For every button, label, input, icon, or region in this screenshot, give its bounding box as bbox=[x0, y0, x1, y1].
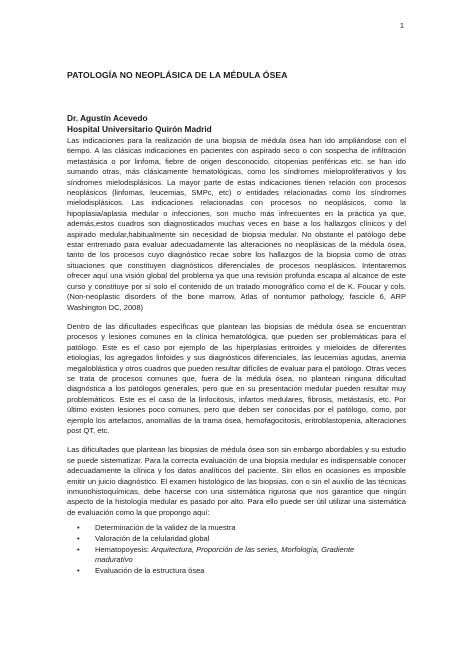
list-item bbox=[67, 534, 406, 544]
evaluation-list bbox=[67, 523, 406, 577]
document-title: PATOLOGÍA NO NEOPLÁSICA DE LA MÉDULA ÓSEA bbox=[67, 70, 288, 80]
list-item-text: Evaluación de la estructura ósea bbox=[95, 566, 205, 576]
list-item bbox=[67, 523, 406, 533]
bullet-icon: • bbox=[77, 566, 80, 576]
paragraph-2: Dentro de las dificultades específicas que plantean las biopsias de médula ósea se encuentran procesos y lesiones comunes en la clínica hematológica, que pueden ser problemáticas para el patólogo. Este es el caso por ejemplo de las hiperplasias eritroides y mieloides de diferentes etiologías, los agregados linfoides y sus diagnósticos diferenciales, las leucemias agudas, anemia megaloblástica y otros cuadros que pueden resultar difíciles de evaluar para el patólogo. Otras veces se trata de procesos comunes que, fuera de la médula ósea, no plantean ninguna dificultad diagnóstica a los patólogos generales, pero que en su presentación medular pueden resultar muy problemáticos. Este es el caso de la linfocitosis, infartos medulares, fibrosis, metástasis, etc. Por último existen lesiones poco comunes, pero que deben ser conocidas por el patólogo, como, por ejemplo los artefactos, anomalías de la trama ósea, hemofagocitosis, eritroblastopenia, alteraciones post QT, etc. bbox=[67, 321, 406, 435]
document-body bbox=[67, 136, 406, 577]
author-block bbox=[67, 113, 212, 134]
page-number: 1 bbox=[399, 21, 404, 30]
list-item bbox=[67, 566, 406, 576]
bullet-icon: • bbox=[77, 523, 80, 533]
paragraph-3: Las dificultades que plantean las biopsias de médula ósea son sin embargo abordables y su estudio se puede sistematizar. Para la correcta evaluación de una biopsia medular es indispensable conocer adecuadamente la clínica y los datos analíticos del paciente. Sin ellos en ocasiones es imposible emitir un juicio diagnóstico. El examen histológico de las biopsias, con o sin el auxilio de las técnicas inmunohistoquímicas, debe hacerse con una sistemática rigurosa que nos garantice que ningún aspecto de la histología medular es pasado por alto. Para ello puede ser útil utilizar una sistemática de evaluación como la que propongo aquí: bbox=[67, 445, 406, 517]
list-item-text: Valoración de la celularidad global bbox=[95, 534, 210, 544]
paragraph-1: Las indicaciones para la realización de una biopsia de médula ósea han ido ampliándose con el tiempo. A las clásicas indicaciones en pacientes con aspirado seco o con sospecha de infiltración metastásica o por linfoma, fiebre de origen desconocido, citopenias periféricas etc. se han ido sumando otras, más clásicamente hematológicas, como los síndromes mieloproliferativos y los síndromes mielodisplásicos. La mayor parte de estas indicaciones tienen relación con procesos neoplásicos (linfomas, leucemias, SMPc, etc) o entidades relacionadas como los síndromes mielodisplásicos. Las indicaciones relacionadas con procesos no neoplásicos, como la hipoplasia/aplasia medular o infecciones, son mucho más infrecuentes en la práctica ya que, además,estos cuadros son diagnosticados muchas veces en base a los hallazgos clínicos y del aspirado medular,habitualmente sin necesidad de biopsia medular. No obstante el patólogo debe estar entrenado para evaluar adecuadamente las alteraciones no neoplásicas de la médula ósea, tanto de los procesos cuyo diagnóstico recae sobre los hallazgos de la biopsia como de otras situaciones que constituyen diagnósticos diferenciales de procesos neoplásicos. Intentaremos ofrecer aquí una visión global del problema ya que una revisión profunda escapa al alcance de este curso y constituye por sí solo el contenido de un tratado monográfico como el de K. Foucar y cols. (Non-neoplastic disorders of the bone marrow, Atlas of nontumor pathology, fascicle 6, ARP Washington DC, 2008) bbox=[67, 136, 406, 312]
list-item bbox=[67, 545, 406, 566]
author-affiliation: Hospital Universitario Quirón Madrid bbox=[67, 123, 212, 134]
list-item-text: Determinación de la validez de la muestra bbox=[95, 523, 236, 533]
author-name: Dr. Agustín Acevedo bbox=[67, 113, 148, 123]
list-item-italic: Arquitectura, Proporción de las series, Morfología, Gradiente bbox=[151, 545, 355, 555]
list-item-italic-continuation: maduratívo bbox=[95, 555, 133, 565]
bullet-icon: • bbox=[77, 534, 80, 544]
list-item-prefix: Hematopoyesis: bbox=[95, 545, 152, 555]
bullet-icon: • bbox=[77, 545, 80, 555]
